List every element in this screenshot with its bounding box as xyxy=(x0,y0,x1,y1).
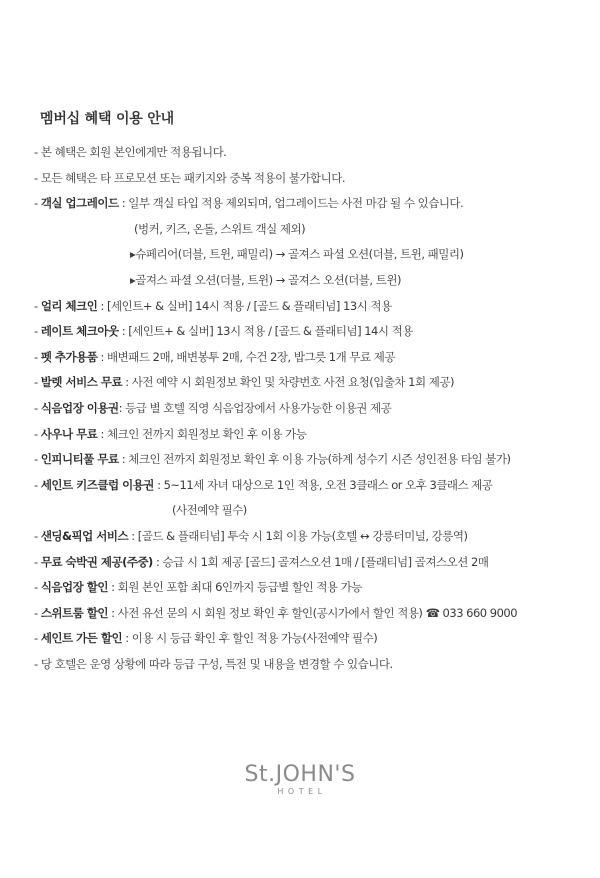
benefit-line xyxy=(34,550,594,576)
benefit-line xyxy=(34,396,594,422)
benefit-name: 세인트 가든 할인 xyxy=(40,631,123,646)
benefit-name: 식음업장 할인 xyxy=(40,580,108,595)
bullet-dash: - xyxy=(34,554,41,569)
benefit-description: 모든 혜택은 타 프로모션 또는 패키지와 중복 적용이 불가합니다. xyxy=(40,170,346,185)
benefit-line xyxy=(34,601,594,627)
benefit-line xyxy=(34,473,594,499)
benefit-description: : 체크인 전까지 회원정보 확인 후 이용 가능 xyxy=(97,426,307,441)
benefit-line xyxy=(34,575,594,601)
bullet-dash: - xyxy=(34,145,41,159)
bullet-dash: - xyxy=(34,400,41,415)
logo-subtitle: HOTEL xyxy=(277,787,327,796)
bullet-dash: - xyxy=(34,580,41,595)
benefit-line xyxy=(34,345,594,371)
benefit-line xyxy=(34,166,594,192)
benefit-description: : 사전 유선 문의 시 회원 정보 확인 후 할인(공시가에서 할인 적용) ☎ 033 660 9000 xyxy=(107,605,518,620)
bullet-dash: - xyxy=(34,452,41,467)
bullet-dash: - xyxy=(34,656,41,671)
page-title: 멤버십 혜택 이용 안내 xyxy=(40,111,174,127)
bullet-dash: - xyxy=(34,375,41,390)
benefit-description: : 회원 본인 포함 최대 6인까지 등급별 할인 적용 가능 xyxy=(107,580,362,595)
benefit-line xyxy=(34,191,594,217)
benefit-description: : 일부 객실 타입 적용 제외되며, 업그레이드는 사전 마감 될 수 있습니다. xyxy=(118,196,464,211)
benefit-description: : 배변패드 2매, 배변봉투 2매, 수건 2장, 밥그릇 1개 무료 제공 xyxy=(97,349,395,364)
benefit-name: 식음업장 이용권 xyxy=(40,400,119,415)
benefit-line xyxy=(34,294,594,320)
benefit-description: : 승급 시 1회 제공 [골드] 골져스오션 1매 / [플래티넘] 골져스오션 2매 xyxy=(152,554,489,569)
benefit-name: 발렛 서비스 무료 xyxy=(40,375,123,390)
bullet-dash: - xyxy=(34,631,41,646)
benefit-line xyxy=(34,268,594,294)
benefit-line xyxy=(34,626,594,652)
bullet-dash: - xyxy=(34,605,41,620)
benefit-description: 본 혜택은 회원 본인에게만 적용됩니다. xyxy=(40,145,227,159)
benefit-description: : [세인트+ & 실버] 14시 적용 / [골드 & 플래티넘] 13시 적용 xyxy=(97,298,392,313)
benefit-line xyxy=(34,524,594,550)
benefit-description: 당 호텔은 운영 상황에 따라 등급 구성, 특전 및 내용을 변경할 수 있습니다. xyxy=(40,656,393,671)
benefit-description: : 체크인 전까지 회원정보 확인 후 이용 가능(하계 성수기 시즌 성인전용 타임 불가) xyxy=(118,452,511,467)
bullet-dash: - xyxy=(34,170,41,185)
benefit-name: 샌딩&픽업 서비스 xyxy=(40,528,129,543)
benefit-description: ▸골져스 파셜 오션(더블, 트윈) → 골져스 오션(더블, 트윈) xyxy=(130,272,401,287)
benefit-name: 객실 업그레이드 xyxy=(40,196,119,211)
benefit-line xyxy=(34,319,594,345)
bullet-dash: - xyxy=(34,349,41,364)
benefit-description: : 등급 별 호텔 직영 식음업장에서 사용가능한 이용권 제공 xyxy=(118,400,392,415)
benefit-name: 무료 숙박권 제공(주중) xyxy=(40,554,153,569)
benefit-line xyxy=(34,370,594,396)
bullet-dash: - xyxy=(34,324,41,339)
benefit-name: 얼리 체크인 xyxy=(40,298,98,313)
bullet-dash: - xyxy=(34,426,41,441)
benefits-guide xyxy=(34,108,594,677)
benefit-description: : 5~11세 자녀 대상으로 1인 적용, 오전 3클래스 or 오후 3클래스 제공 xyxy=(153,477,493,492)
benefit-description: : [골드 & 플래티넘] 투숙 시 1회 이용 가능(호텔 ↔ 강릉터미널, 강릉역) xyxy=(128,528,468,543)
benefit-line xyxy=(34,422,594,448)
benefit-description: ▸슈페리어(더블, 트윈, 패밀리) → 골져스 파셜 오션(더블, 트윈, 패밀리) xyxy=(130,247,464,262)
benefit-line xyxy=(34,498,594,524)
benefit-name: 펫 추가용품 xyxy=(40,349,98,364)
benefit-description: : [세인트+ & 실버] 13시 적용 / [골드 & 플래티넘] 14시 적용 xyxy=(118,324,413,339)
bullet-dash: - xyxy=(34,298,41,313)
benefit-description: (벙커, 키즈, 온돌, 스위트 객실 제외) xyxy=(134,221,306,236)
benefit-name: 레이트 체크아웃 xyxy=(40,324,119,339)
benefit-list xyxy=(34,140,594,677)
benefit-name: 인피니티풀 무료 xyxy=(40,452,119,467)
benefit-description: (사전예약 필수) xyxy=(172,503,247,518)
benefit-description: : 이용 시 등급 확인 후 할인 적용 가능(사전예약 필수) xyxy=(122,631,378,646)
bullet-dash: - xyxy=(34,477,41,492)
benefit-line xyxy=(34,242,594,268)
benefit-name: 스위트룸 할인 xyxy=(40,605,108,620)
benefit-name: 사우나 무료 xyxy=(40,426,98,441)
benefit-line xyxy=(34,652,594,678)
bullet-dash: - xyxy=(34,528,41,543)
benefit-line xyxy=(34,447,594,473)
benefit-description: : 사전 예약 시 회원정보 확인 및 차량번호 사전 요청(입출차 1회 제공) xyxy=(122,375,454,390)
hotel-logo xyxy=(0,762,600,796)
benefit-line xyxy=(34,217,594,243)
benefit-name: 세인트 키즈클럽 이용권 xyxy=(40,477,154,492)
benefit-line xyxy=(34,140,594,166)
logo-wordmark: St.JOHN'S xyxy=(244,762,356,787)
bullet-dash: - xyxy=(34,196,41,211)
